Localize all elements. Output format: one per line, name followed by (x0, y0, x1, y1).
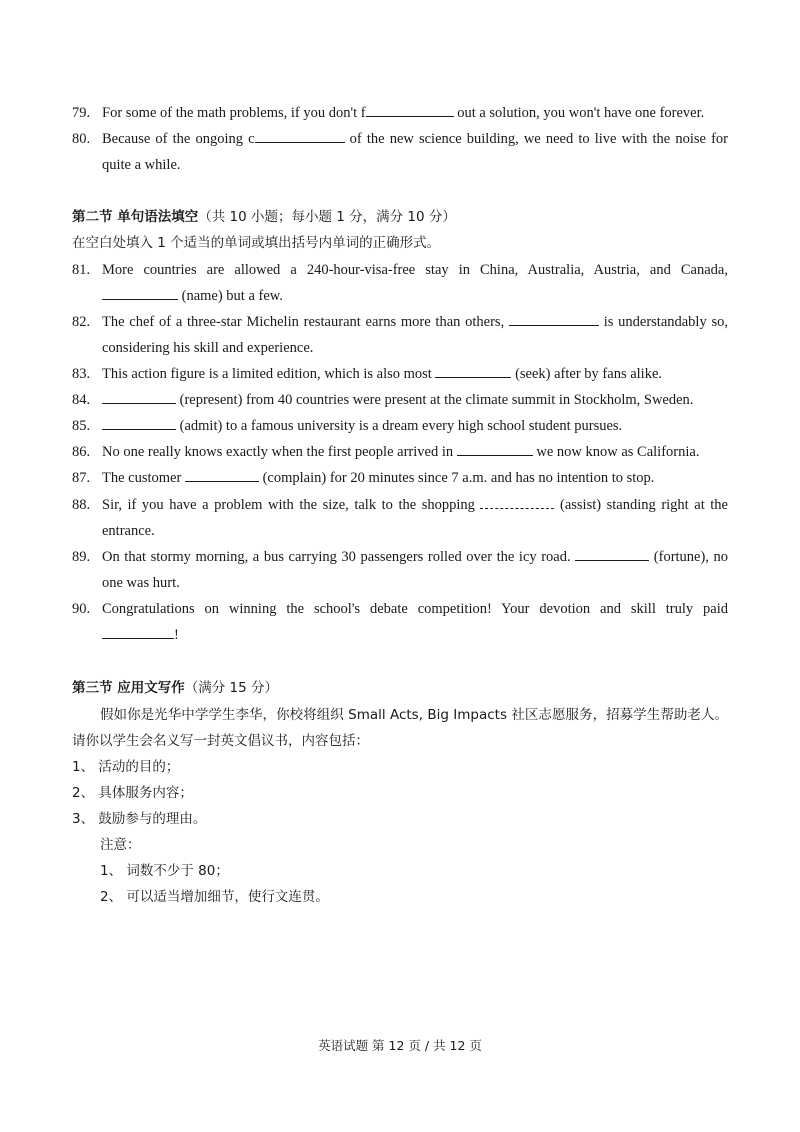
question-text-after: (complain) for 20 minutes since 7 a.m. and has no intention to stop. (258, 470, 655, 486)
question-text-before: This action figure is a limited edition, which is also most (102, 366, 436, 382)
question-number: 80. (72, 131, 91, 147)
answer-blank[interactable] (509, 311, 599, 326)
question-text-before: More countries are allowed a 240-hour-visa-free stay in China, Australia, Austria, and Canada, (102, 262, 728, 278)
question-number: 89. (72, 549, 91, 565)
answer-blank[interactable] (255, 128, 345, 143)
question-81 (72, 257, 728, 309)
question-number: 79. (72, 105, 91, 121)
question-number: 83. (72, 366, 91, 382)
answer-blank[interactable] (185, 467, 259, 482)
question-text-before: Congratulations on winning the school's debate competition! Your devotion and skill truly paid (102, 601, 728, 617)
answer-blank[interactable] (102, 389, 176, 404)
question-number: 88. (72, 497, 91, 513)
section3-title: 第三节 应用文写作 (72, 680, 185, 696)
question-number: 82. (72, 314, 91, 330)
section2-instruction: 在空白处填入 1 个适当的单词或填出括号内单词的正确形式。 (72, 235, 441, 251)
question-90 (72, 596, 728, 648)
question-number: 90. (72, 601, 91, 617)
question-number: 84. (72, 392, 91, 408)
section2-heading (72, 204, 456, 230)
question-text-after: (admit) to a famous university is a dream every high school student pursues. (176, 418, 623, 434)
notes-title: 注意： (100, 837, 141, 853)
question-number: 85. (72, 418, 91, 434)
page-footer: 英语试题 第 12 页 / 共 12 页 (318, 1038, 482, 1053)
answer-blank[interactable] (575, 546, 649, 561)
question-text-before: For some of the math problems, if you don't f (102, 105, 366, 121)
question-text-after: we now know as California. (532, 444, 700, 460)
question-86 (72, 439, 728, 465)
question-87 (72, 465, 728, 491)
answer-blank[interactable] (102, 415, 176, 430)
answer-blank[interactable] (102, 624, 174, 639)
question-number: 87. (72, 470, 91, 486)
section3-heading (72, 675, 278, 701)
answer-blank[interactable] (435, 363, 511, 378)
question-80 (72, 126, 728, 178)
question-text-after: is understandably so, considering his skill and experience. (102, 314, 728, 356)
question-text-before: The chef of a three-star Michelin restaurant earns more than others, (102, 314, 509, 330)
answer-blank[interactable] (480, 494, 554, 509)
section2-score: （共 10 小题；每小题 1 分，满分 10 分） (198, 209, 456, 225)
answer-blank[interactable] (366, 102, 454, 117)
question-text-after: (fortune), no one was hurt. (102, 549, 729, 591)
question-89 (72, 544, 728, 596)
question-text-before: No one really knows exactly when the first people arrived in (102, 444, 457, 460)
question-text-after: (assist) standing right at the entrance. (102, 497, 728, 539)
question-84 (72, 387, 728, 413)
question-82 (72, 309, 728, 361)
note-2: 2、 可以适当增加细节，使行文连贯。 (100, 889, 329, 905)
question-text-after: out a solution, you won't have one forever. (453, 105, 705, 121)
section3-score: （满分 15 分） (184, 680, 278, 696)
question-text-after: (seek) after by fans alike. (511, 366, 663, 382)
answer-blank[interactable] (102, 285, 178, 300)
question-number: 81. (72, 262, 91, 278)
question-83 (72, 361, 728, 387)
question-text-after: (represent) from 40 countries were present at the climate summit in Stockholm, Sweden. (176, 392, 694, 408)
question-79 (72, 100, 728, 126)
question-88 (72, 492, 728, 544)
question-text-before: The customer (102, 470, 185, 486)
question-number: 86. (72, 444, 91, 460)
question-text-before: Because of the ongoing c (102, 131, 255, 147)
section2-title: 第二节 单句语法填空 (72, 209, 199, 225)
question-text-after: ! (174, 627, 179, 643)
question-85 (72, 413, 728, 439)
prompt-item-1: 1、 活动的目的； (72, 759, 180, 775)
prompt-item-2: 2、 具体服务内容； (72, 785, 193, 801)
prompt-item-3: 3、 鼓励参与的理由。 (72, 811, 207, 827)
question-text-after: of the new science building, we need to live with the noise for quite a while. (102, 131, 728, 173)
note-1: 1、 词数不少于 80； (100, 863, 229, 879)
question-text-after: (name) but a few. (178, 288, 283, 304)
question-text-before: On that stormy morning, a bus carrying 30 passengers rolled over the icy road. (102, 549, 576, 565)
answer-blank[interactable] (457, 441, 533, 456)
question-text-before: Sir, if you have a problem with the size, talk to the shopping (102, 497, 481, 513)
section3-prompt: 假如你是光华中学学生李华，你校将组织 Small Acts, Big Impacts 社区志愿服务，招募学生帮助老人。请你以学生会名义写一封英文倡议书，内容包括： (72, 707, 728, 749)
